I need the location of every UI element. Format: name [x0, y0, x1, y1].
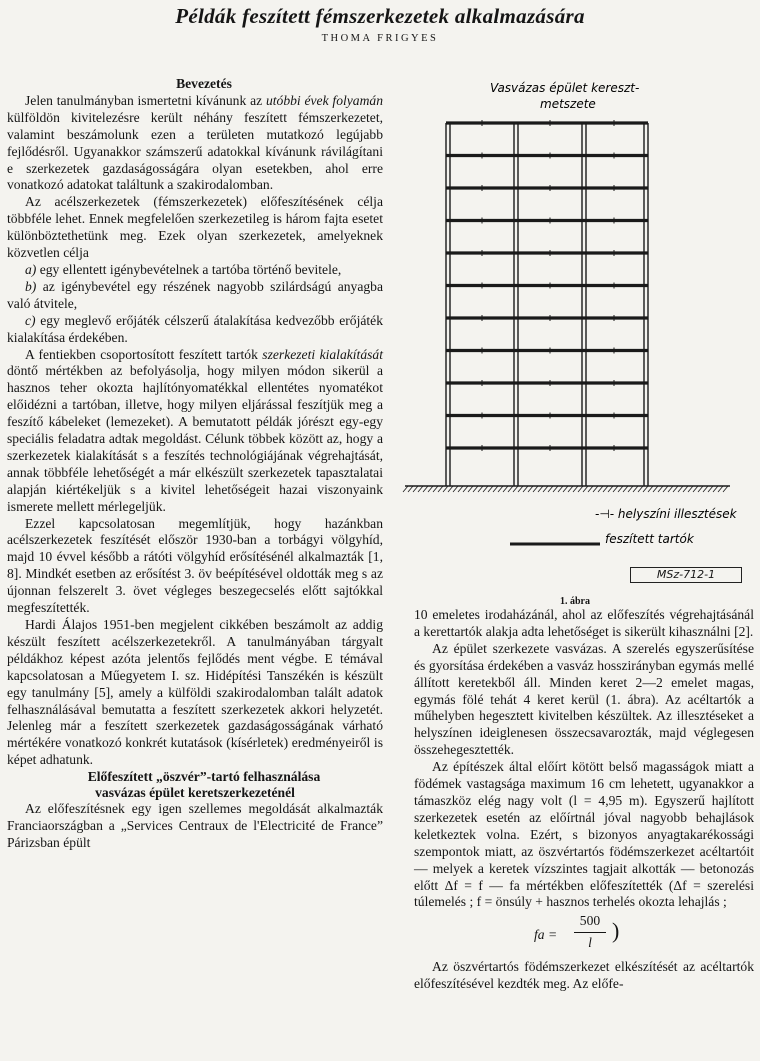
ground-hatch-mark: [403, 486, 408, 492]
ground-hatch-mark: [628, 486, 633, 492]
ground-hatch-mark: [498, 486, 503, 492]
section-heading-composite: [7, 769, 383, 801]
ground-hatch-mark: [713, 486, 718, 492]
ground-hatch-mark: [558, 486, 563, 492]
ground-hatch-mark: [468, 486, 473, 492]
ground-hatch-mark: [463, 486, 468, 492]
text-run: Jelen tanulmányban ismertetni kívánunk az: [25, 92, 266, 108]
ground-hatch-mark: [718, 486, 723, 492]
ground-hatch-mark: [413, 486, 418, 492]
ground-hatch-mark: [658, 486, 663, 492]
ground-hatch-mark: [638, 486, 643, 492]
paragraph-grouping: [7, 347, 383, 516]
list-item-a: [7, 262, 383, 279]
formula-fa: [414, 913, 754, 957]
legend-joint-label: -⊣- helyszíni illesztések: [595, 507, 737, 521]
paragraph-history: Ezzel kapcsolatosan megemlítjük, hogy hazánkban acélszerkezetek feszítését először 1930-ban a torbágyi völgyhíd, majd 10 évvel később a rátóti völgyhíd erősítésénél alkalmazták [1, 8]. Mindkét esetben az erősítést 3. öv beépítésével oldották meg s az újonnan felszerelt 3. övet végleges beszegecselés előtt sajtókkal megfeszítették.: [7, 515, 383, 616]
section-heading-intro: Bevezetés: [176, 76, 232, 91]
ground-hatch-mark: [408, 486, 413, 492]
ground-hatch-mark: [528, 486, 533, 492]
ground-hatch-mark: [458, 486, 463, 492]
formula-denominator: l: [588, 935, 592, 951]
ground-hatch-mark: [438, 486, 443, 492]
text-run: külföldön kivitelezésre került néhány feszített fémszerkezetet, valamint beszámolunk ezen a területen mutatkozó legújabb fejlődésről. Ugyanakkor számszerű adatokkal kívánunk rávilágítani e szerkezetek gazdaságosságára olyan esetekben, ahol erre vonatkozó adatokat találtunk a szakirodalomban.: [7, 109, 383, 193]
ground-hatch-mark: [573, 486, 578, 492]
ground-hatch-mark: [488, 486, 493, 492]
ground-hatch-mark: [428, 486, 433, 492]
ground-hatch-mark: [703, 486, 708, 492]
paragraph-office: 10 emeletes irodaházánál, ahol az előfeszítés végrehajtásánál a kerettartók alakja adta lehetőséget is sikerült kihasználni [2].: [414, 607, 754, 639]
ground-hatch-mark: [443, 486, 448, 492]
ground-hatch-mark: [593, 486, 598, 492]
ground-hatch-mark: [683, 486, 688, 492]
right-column: [414, 607, 754, 993]
paragraph-aims: Az acélszerkezetek (fémszerkezetek) előfeszítésének célja többféle lehet. Ennek megfelelően szerkezetileg is három fajta esetet különböztethetünk meg. Ezek olyan szerkezetek, amelyeknek közvetlen célja: [7, 194, 383, 261]
ground-hatch-mark: [473, 486, 478, 492]
ground-hatch-mark: [503, 486, 508, 492]
building-frame: [446, 120, 648, 486]
ground-hatch-mark: [723, 486, 728, 492]
heading-line: vasvázas épület keretszerkezeténél: [95, 785, 295, 801]
ground-hatch-mark: [603, 486, 608, 492]
text-run-italic: utóbbi évek folyamán: [265, 92, 384, 108]
formula-lhs: fa =: [534, 927, 558, 943]
list-marker: a): [25, 261, 37, 277]
list-item-b: [7, 279, 383, 313]
ground-hatch-mark: [653, 486, 658, 492]
list-marker: c): [25, 312, 36, 328]
list-marker: b): [25, 278, 37, 294]
text-run: A fentiekben csoportosított feszített tartók: [25, 346, 263, 362]
text-run-italic: szerkezeti kialakítását: [262, 346, 383, 362]
ground-hatch-mark: [643, 486, 648, 492]
ground-hatch-mark: [418, 486, 423, 492]
ground-hatch-mark: [578, 486, 583, 492]
ground-hatch-mark: [583, 486, 588, 492]
ground-hatch-mark: [588, 486, 593, 492]
ground-hatch-mark: [663, 486, 668, 492]
article-author: THOMA FRIGYES: [321, 33, 439, 44]
ground-hatch-mark: [518, 486, 523, 492]
ground-hatch-mark: [633, 486, 638, 492]
legend-beam-label: feszített tartók: [605, 532, 694, 546]
paragraph-composite-floor: Az öszvértartós födémszerkezet elkészítését az acéltartók előfeszítésével kezdték meg. Az előfe-: [414, 959, 754, 992]
legend-beams: [510, 532, 695, 546]
ground-hatch-mark: [423, 486, 428, 492]
ground-hatch-mark: [708, 486, 713, 492]
list-item-c: [7, 313, 383, 347]
ground-hatch-mark: [648, 486, 653, 492]
ground-hatch-mark: [453, 486, 458, 492]
paragraph-prestress: Az építészek által előírt kötött belső magasságok miatt a födémek vastagsága maximum 16 cm lehetett, ugyanakkor a támaszköz elég nagy volt (l = 4,95 m). Egyszerű hajlított szerkezetek esetén az előírtnál jóval nagyobb behajlások keletkeztek volna. Ezért, s bizonyos anyagtakarékossági szempontok miatt, az öszvértartós födémszerkezet acéltartóit — melyek a keretek vízszintes tagjait alkották — betonozás előtt Δf = f — fa mértékben előfeszítették (Δf = szerelési túlemelés ; f = önsúly + hasznos terhelés okozta lehajlás ;: [414, 759, 754, 910]
ground-hatch-mark: [508, 486, 513, 492]
formula-paren: ): [612, 918, 620, 944]
figure-frame-section: [400, 78, 750, 598]
figure-title-line-2: metszete: [540, 97, 596, 111]
ground-hatch-mark: [668, 486, 673, 492]
ground-hatch-mark: [608, 486, 613, 492]
article-title: Példák feszített fémszerkezetek alkalmazására: [175, 4, 585, 28]
ground-hatch-mark: [483, 486, 488, 492]
paragraph-structure: Az épület szerkezete vasvázas. A szerelés egyszerűsítése és gyorsítása érdekében a vasváz hosszirányban egymás mellé állított keretekből áll. Minden keret 2—2 emelet magas, egymás fölé tehát 4 keret kerül (1. ábra). Az acéltartók a műhelyben hegesztett kivitelben készültek. Az illesztéseket a helyszínen ideiglenesen összecsavarozták, majd véglegesen összehegesztették.: [414, 640, 754, 758]
ground-hatch-mark: [553, 486, 558, 492]
paragraph-intro: [7, 93, 383, 194]
text-run: döntő mértékben az befolyásolja, hogy milyen módon sikerül a hasznos teher okozta hajlítónyomatékkal ellentétes nyomatékot előidézni a tartóban, illetve, hogy milyen eljárással feszítjük meg a feszítő kábeleket (lemezeket). A bemutatott példák jórészt egy-egy speciális feladatra adtak megoldást. Célunk többek között az, hogy a szerkezetek kialakítását s a feszítés technológiájának végrehajtását, annak többféle lehetőségét a már elkészült szerkezetek tapasztalatai alapján kiértékeljük s a kivitel lehetőségeit hazai viszonyaink ismerete mellett mérlegeljük.: [7, 363, 383, 514]
ground-hatch-mark: [448, 486, 453, 492]
ground-hatch-mark: [533, 486, 538, 492]
frame-drawing: [400, 78, 750, 598]
ground-hatch-mark: [543, 486, 548, 492]
ground-hatch-mark: [548, 486, 553, 492]
ground-hatch-mark: [513, 486, 518, 492]
paragraph-france: Az előfeszítésnek egy igen szellemes megoldását alkalmazták Franciaországban a „Services Centraux de l'Electricité de France” Párizsban épült: [7, 801, 383, 850]
list-text: egy meglevő erőjáték célszerű átalakítása kedvezőbb erőjáték kialakítása érdekében.: [7, 312, 383, 345]
list-text: az igénybevétel egy részének nagyobb szilárdságú anyagba való átvitele,: [7, 278, 383, 311]
ground-hatch-mark: [673, 486, 678, 492]
legend-joints: [595, 507, 738, 521]
ground-hatch-mark: [698, 486, 703, 492]
fraction-bar: [574, 932, 606, 933]
ground-hatch-mark: [623, 486, 628, 492]
ground-hatch-mark: [478, 486, 483, 492]
heading-line: Előfeszített „öszvér”-tartó felhasználása: [87, 769, 321, 785]
ground-hatch-mark: [523, 486, 528, 492]
formula-numerator: 500: [579, 913, 601, 929]
left-column: [7, 76, 383, 852]
figure-stamp: MSz-712-1: [630, 567, 742, 583]
ground-hatch-mark: [678, 486, 683, 492]
ground-hatch-mark: [493, 486, 498, 492]
ground-hatch-mark: [688, 486, 693, 492]
ground-hatch-mark: [613, 486, 618, 492]
ground-hatch: [403, 486, 730, 492]
ground-hatch-mark: [693, 486, 698, 492]
list-text: egy ellentett igénybevételnek a tartóba történő bevitele,: [36, 261, 342, 277]
figure-title-line-1: Vasvázas épület kereszt-: [490, 81, 640, 95]
ground-hatch-mark: [538, 486, 543, 492]
ground-hatch-mark: [598, 486, 603, 492]
ground-hatch-mark: [563, 486, 568, 492]
figure-caption: 1. ábra: [560, 596, 590, 607]
ground-hatch-mark: [568, 486, 573, 492]
ground-hatch-mark: [433, 486, 438, 492]
paragraph-hardi: Hardi Álajos 1951-ben megjelent cikkében beszámolt az addig készült feszített acélszerkezetekről. A tanulmányában tárgyalt példákhoz képest azóta jelentős fejlődés ment végbe. E témával kapcsolatosan a Műegyetem I. sz. Hidépítési Tanszékén is készült egy tanulmány [5], amely a külföldi szakirodalomban talált adatok felhasználásával bemutatta a feszített szerkezetek akkori helyzetét. Jelenleg már a feszített szerkezetek gazdaságosságának várható mértékére vonatkozó konkrét kutatások (kísérletek) eredményeiről is képet adhatunk.: [7, 617, 383, 768]
ground-hatch-mark: [618, 486, 623, 492]
